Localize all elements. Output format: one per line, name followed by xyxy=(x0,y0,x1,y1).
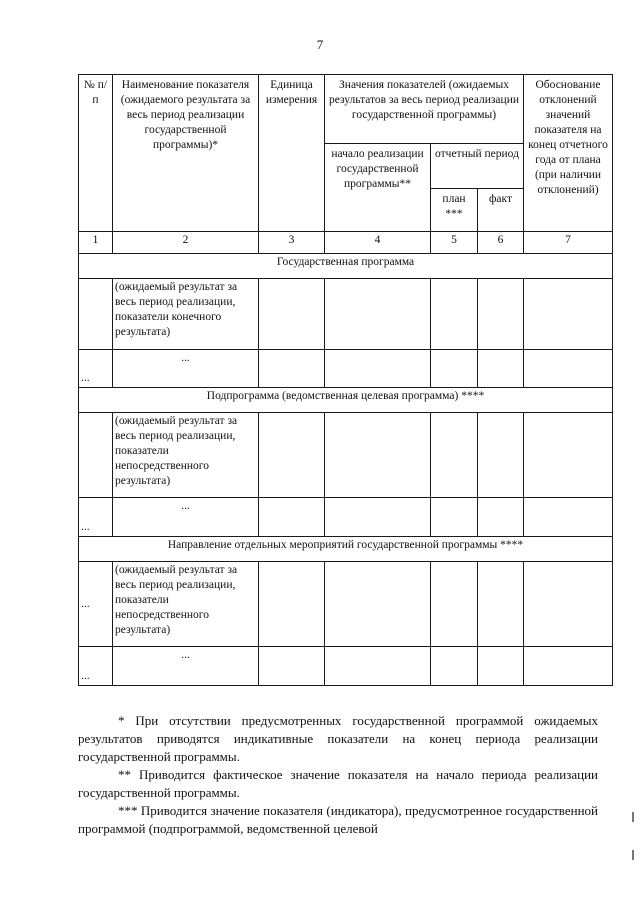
table-row xyxy=(79,562,613,647)
footnote: *** Приводится значение показателя (индикатора), предусмотренное государственной программой (подпрограммой, ведомственной целевой xyxy=(78,803,598,836)
table-row xyxy=(79,413,613,498)
header-fact: факт xyxy=(478,189,524,232)
item-num xyxy=(79,279,113,350)
section-title: Подпрограмма (ведомственная целевая программа) **** xyxy=(79,388,613,413)
column-number: 5 xyxy=(431,232,478,254)
footnotes xyxy=(78,712,598,838)
header-justification: Обоснование отклонений значений показателя на конец отчетного года от плана (при наличии отклонений) xyxy=(524,75,613,232)
header-unit: Единица измерения xyxy=(259,75,325,232)
scan-mark xyxy=(632,812,634,822)
item-num: ... xyxy=(79,562,113,647)
header-num: № п/п xyxy=(79,75,113,232)
section-title: Направление отдельных мероприятий государственной программы **** xyxy=(79,537,613,562)
ellipsis-text: ... xyxy=(113,647,259,686)
ellipsis-text: ... xyxy=(113,498,259,537)
ellipsis-num: ... xyxy=(79,647,113,686)
ellipsis-text: ... xyxy=(113,350,259,388)
footnote: ** Приводится фактическое значение показателя на начало периода реализации государственной программы. xyxy=(78,767,598,800)
column-number: 7 xyxy=(524,232,613,254)
ellipsis-num: ... xyxy=(79,350,113,388)
column-number: 6 xyxy=(478,232,524,254)
header-start: начало реализации государственной программы** xyxy=(325,144,431,232)
section-title-row xyxy=(79,388,613,413)
column-number-row xyxy=(79,232,613,254)
section-title: Государственная программа xyxy=(79,254,613,279)
header-reporting-period: отчетный период xyxy=(431,144,524,189)
header-row-1 xyxy=(79,75,613,144)
header-name: Наименование показателя (ожидаемого результата за весь период реализации государственной программы)* xyxy=(113,75,259,232)
column-number: 4 xyxy=(325,232,431,254)
header-values-group: Значения показателей (ожидаемых результатов за весь период реализации государственной программы) xyxy=(325,75,524,144)
table-row xyxy=(79,498,613,537)
ellipsis-num: ... xyxy=(79,498,113,537)
indicators-table xyxy=(78,74,613,686)
section-title-row xyxy=(79,254,613,279)
item-text: (ожидаемый результат за весь период реализации, показатели непосредственного результата) xyxy=(113,562,259,647)
item-text: (ожидаемый результат за весь период реализации, показатели конечного результата) xyxy=(113,279,259,350)
column-number: 2 xyxy=(113,232,259,254)
footnote: * При отсутствии предусмотренных государственной программой ожидаемых результатов приводятся индикативные показатели на конец периода реализации государственной программы. xyxy=(78,713,598,764)
item-text: (ожидаемый результат за весь период реализации, показатели непосредственного результата) xyxy=(113,413,259,498)
table-row xyxy=(79,350,613,388)
table-row xyxy=(79,647,613,686)
section-title-row xyxy=(79,537,613,562)
header-plan: план *** xyxy=(431,189,478,232)
scan-mark xyxy=(632,850,634,860)
column-number: 3 xyxy=(259,232,325,254)
item-num xyxy=(79,413,113,498)
page-number: 7 xyxy=(316,37,324,52)
column-number: 1 xyxy=(79,232,113,254)
table-row xyxy=(79,279,613,350)
